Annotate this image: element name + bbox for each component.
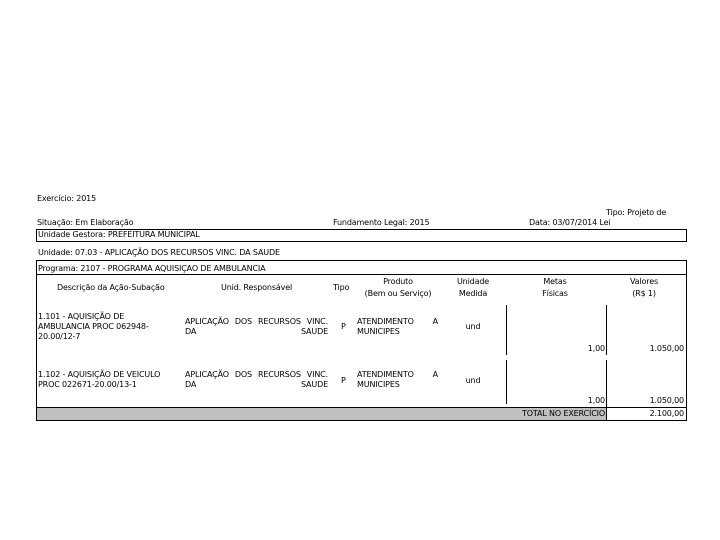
divider <box>506 305 507 355</box>
situacao-text: Situação: Em Elaboração <box>37 218 134 227</box>
row1-unidade: und <box>465 322 481 331</box>
col-descricao-header: Descrição da Ação-Subação <box>57 283 165 292</box>
unidade-text: Unidade: 07.03 - APLICAÇÃO DOS RECURSOS VINC. DA SAUDE <box>38 248 280 257</box>
programa-text: Programa: 2107 - PROGRAMA AQUISIÇAO DE AMBULANCIA <box>38 264 266 273</box>
row1-unid-responsavel: APLICAÇÃO DOS RECURSOS VINC. DA SAUDE <box>185 317 328 336</box>
col-tipo-header: Tipo <box>333 283 350 292</box>
divider <box>606 360 607 420</box>
row2-produto: ATENDIMENTO A MUNICIPES <box>357 370 438 389</box>
col-unid-responsavel-header: Unid. Responsável <box>221 283 293 292</box>
row2-descricao: 1.102 - AQUISIÇÃO DE VEICULO PROC 022671-20.00/13-1 <box>38 370 161 389</box>
col-produto-header-l1: Produto <box>383 277 413 286</box>
col-valores-header-l2: (R$ 1) <box>632 289 656 298</box>
col-metas-header-l2: Físicas <box>542 289 568 298</box>
divider <box>36 274 687 275</box>
tipo-text: Tipo: Projeto de <box>606 208 667 217</box>
row1-metas: 1,00 <box>587 344 605 353</box>
col-unidade-header-l2: Medida <box>458 289 488 298</box>
row1-produto: ATENDIMENTO A MUNICIPES <box>357 317 438 336</box>
col-produto-header-l2: (Bem ou Serviço) <box>364 289 432 298</box>
divider <box>36 407 687 408</box>
row1-descricao: 1.101 - AQUISIÇÃO DE AMBULANCIA PROC 062948-20.00/12-7 <box>38 312 149 341</box>
divider <box>606 305 607 355</box>
row2-valores: 1.050,00 <box>649 396 684 405</box>
col-valores-header-l1: Valores <box>629 277 659 286</box>
col-unidade-header-l1: Unidade <box>456 277 490 286</box>
row2-unid-responsavel: APLICAÇÃO DOS RECURSOS VINC. DA SAUDE <box>185 370 328 389</box>
total-label: TOTAL NO EXERCÍCIO <box>522 409 605 418</box>
total-value: 2.100,00 <box>649 409 684 418</box>
row2-tipo: P <box>341 376 346 385</box>
col-metas-header-l1: Metas <box>543 277 567 286</box>
row2-metas: 1,00 <box>587 396 605 405</box>
divider <box>506 360 507 404</box>
data-text: Data: 03/07/2014 Lei <box>529 218 611 227</box>
row1-tipo: P <box>341 322 346 331</box>
row1-valores: 1.050,00 <box>649 344 684 353</box>
fundamento-legal-text: Fundamento Legal: 2015 <box>333 218 430 227</box>
row2-unidade: und <box>465 376 481 385</box>
unidade-gestora-text: Unidade Gestora: PREFEITURA MUNICIPAL <box>38 230 200 239</box>
exercicio-text: Exercício: 2015 <box>37 194 97 203</box>
